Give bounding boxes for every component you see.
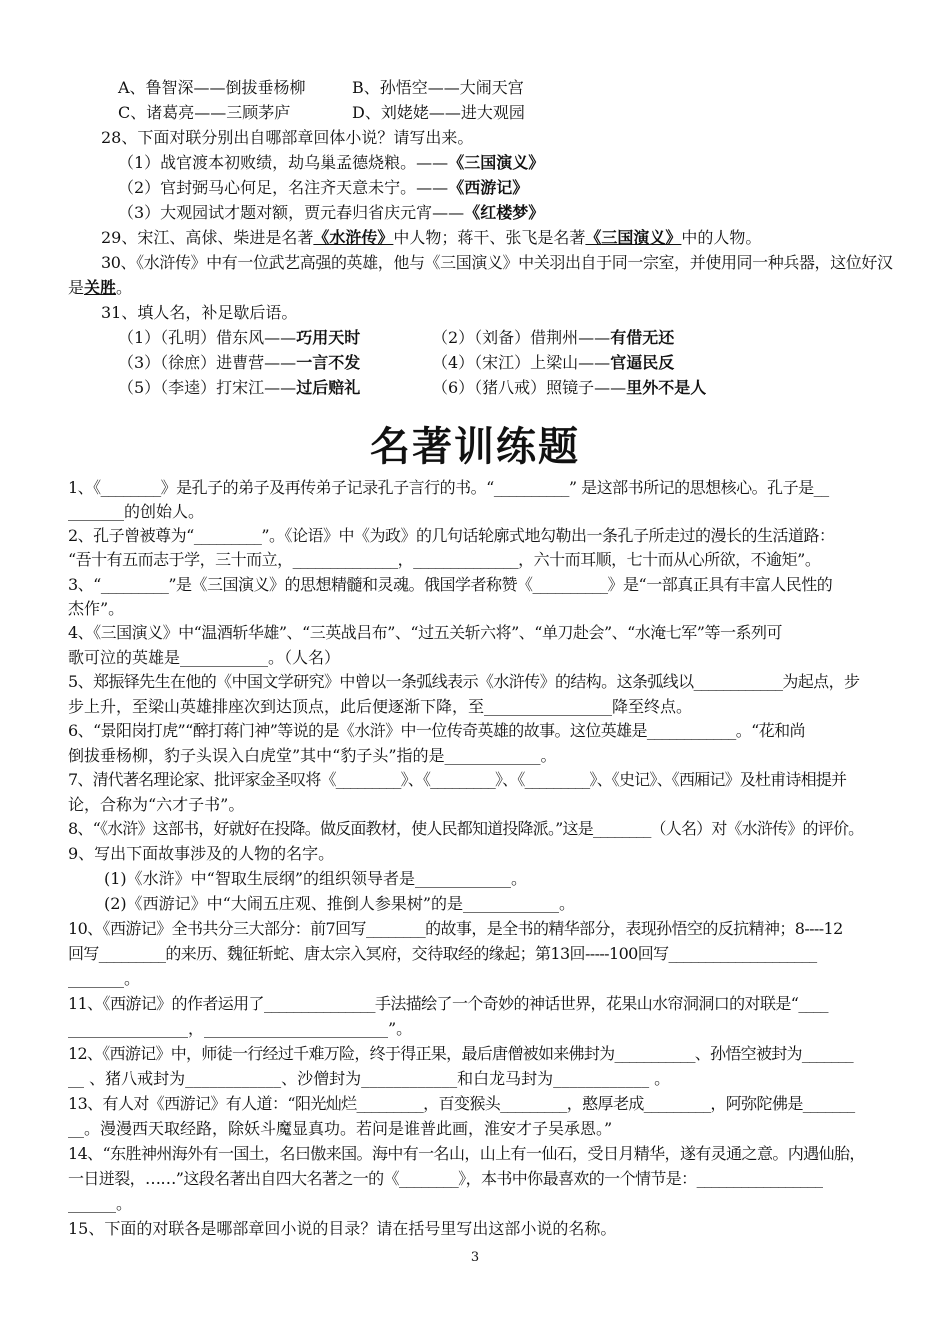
q28-item-2 [118, 176, 528, 200]
section-title: 名著训练题 [370, 424, 580, 470]
q14-line-2: 一日迸裂，……”这段名著出自四大名著之一的《________》，本书中你最喜欢的一个情节是：_________________ [68, 1169, 823, 1188]
q9-item-2: (2)《西游记》中“大闹五庄观、推倒人参果树”的是____________。 [104, 894, 576, 913]
option-a: A、鲁智深——倒拔垂杨柳 [118, 78, 306, 97]
q6-line-1: 6、“景阳岗打虎”“醉打蒋门神”等说的是《水浒》中一位传奇英雄的故事。这位英雄是____________。“花和尚 [68, 721, 805, 740]
q30-end: 。 [116, 278, 133, 297]
option-d: D、刘姥姥——进大观园 [352, 103, 525, 122]
q29-part-2: 中人物；蒋干、张飞是名著 [393, 228, 586, 247]
q28-stem: 28、下面对联分别出自哪部章回体小说？请写出来。 [101, 128, 474, 147]
q5-line-1: 5、郑振铎先生在他的《中国文学研究》中曾以一条弧线表示《水浒传》的结构。这条弧线以____________为起点，步 [68, 672, 860, 691]
q3-line-1: 3、“_________”是《三国演义》的思想精髓和灵魂。俄国学者称赞《__________》是“一部真正具有丰富人民性的 [68, 575, 833, 594]
q11-line-1: 11、《西游记》的作者运用了_______________手法描绘了一个奇妙的神话世界，花果山水帘洞洞口的对联是“____ [68, 994, 828, 1013]
q29-answer-1: 《水浒传》 [313, 228, 394, 247]
q31-item-2 [432, 326, 674, 350]
q30-line-1: 30、《水浒传》中有一位武艺高强的英雄，他与《三国演义》中关羽出自于同一宗室，并使用同一种兵器，这位好汉 [101, 253, 893, 272]
q28-item-3-answer: 《红楼梦》 [464, 203, 545, 222]
q1-line-1: 1、《________》是孔子的弟子及再传弟子记录孔子言行的书。“__________” 是这部书所记的思想核心。孔子是__ [68, 478, 829, 497]
q28-item-2-text: （2）官封弼马心何足，名注齐天意未宁。—— [118, 178, 449, 197]
q31-item-2-answer: 有借无还 [610, 328, 675, 347]
q6-line-2: 倒拔垂杨柳，豹子头误入白虎堂”其中“豹子头”指的是____________。 [68, 746, 557, 765]
option-b: B、孙悟空——大闹天宫 [352, 78, 524, 97]
q29 [101, 226, 761, 250]
q13-line-1: 13、有人对《西游记》有人道：“阳光灿烂_________，百变猴头_________，憨厚老成_________，阿弥陀佛是_______ [68, 1094, 855, 1113]
q4-line-1: 4、《三国演义》中“温酒斩华雄”、“三英战吕布”、“过五关斩六将”、“单刀赴会”、“水淹七军”等一系列可 [68, 623, 782, 642]
q3-line-2: 杰作”。 [68, 599, 125, 618]
q31-item-1 [118, 326, 360, 350]
q8: 8、“《水浒》这部书，好就好在投降。做反面教材，使人民都知道投降派。”这是________（人名）对《水浒传》的评价。 [68, 819, 864, 838]
q31-item-5 [118, 376, 360, 400]
q15: 15、下面的对联各是哪部章回小说的目录？请在括号里写出这部小说的名称。 [68, 1219, 617, 1238]
q31-item-2-text: （2）（刘备）借荆州—— [432, 328, 611, 347]
option-c: C、诸葛亮——三顾茅庐 [118, 103, 291, 122]
q4-line-2: 歌可泣的英雄是___________。（人名） [68, 648, 341, 667]
q5-line-2: 步上升，至梁山英雄排座次到达顶点，此后便逐渐下降，至________________降至终点。 [68, 697, 693, 716]
q2-line-2: “吾十有五而志于学，三十而立，______________，______________，六十而耳顺，七十而从心所欲，不逾矩”。 [68, 550, 821, 569]
q2-line-1: 2、孔子曾被尊为“_________”。《论语》中《为政》的几句话轮廓式地勾勒出一条孔子所走过的漫长的生活道路： [68, 526, 835, 545]
q31-item-6-answer: 里外不是人 [626, 378, 707, 397]
q31-item-4-text: （4）（宋江）上梁山—— [432, 353, 611, 372]
q14-line-3: ______。 [68, 1194, 133, 1213]
q31-item-6-text: （6）（猪八戒）照镜子—— [432, 378, 627, 397]
q28-item-2-answer: 《西游记》 [448, 178, 529, 197]
q28-item-3 [118, 201, 544, 225]
q31-stem: 31、填人名，补足歇后语。 [101, 303, 298, 322]
q30-answer: 关胜 [84, 278, 117, 297]
q31-item-3-answer: 一言不发 [296, 353, 361, 372]
q30-line-2 [68, 276, 132, 300]
q31-item-5-answer: 过后赔礼 [296, 378, 361, 397]
q29-part-1: 29、宋江、高俅、柴进是名著 [101, 228, 314, 247]
q31-item-6 [432, 376, 706, 400]
q28-item-1 [118, 151, 544, 175]
q30-part: 是 [68, 278, 85, 297]
q7-line-2: 论，合称为“六才子书”。 [68, 795, 245, 814]
q31-item-1-text: （1）（孔明）借东风—— [118, 328, 297, 347]
q29-answer-2: 《三国演义》 [585, 228, 682, 247]
q7-line-1: 7、清代著名理论家、批评家金圣叹将《_________》、《_________》、《_________》、《史记》、《西厢记》及杜甫诗相提并 [68, 770, 847, 789]
q31-item-4 [432, 351, 674, 375]
q31-item-5-text: （5）（李逵）打宋江—— [118, 378, 297, 397]
q13-line-2: __。漫漫西天取经路，除妖斗魔显真功。若问是谁普此画，淮安才子吴承恩。” [68, 1119, 613, 1138]
q11-line-2: _______________，_______________________”。 [68, 1019, 413, 1038]
q31-item-1-answer: 巧用天时 [296, 328, 361, 347]
q1-line-2: _______的创始人。 [68, 502, 205, 521]
page-number: 3 [470, 1250, 480, 1265]
q31-item-3 [118, 351, 360, 375]
q10-line-2: 回写_________的来历、魏征斩蛇、唐太宗入冥府，交待取经的缘起；第13回-----100回写____________________ [68, 944, 817, 963]
q31-item-4-answer: 官逼民反 [610, 353, 675, 372]
q31-item-3-text: （3）（徐庶）进曹营—— [118, 353, 297, 372]
q10-line-3: _______。 [68, 969, 141, 988]
q28-item-3-text: （3）大观园试才题对额，贾元春归省庆元宵—— [118, 203, 465, 222]
q9: 9、写出下面故事涉及的人物的名字。 [68, 844, 335, 863]
q28-item-1-answer: 《三国演义》 [448, 153, 545, 172]
q12-line-2: __ 、猪八戒封为____________、沙僧封为____________和白龙马封为____________ 。 [68, 1069, 671, 1088]
q28-item-1-text: （1）战官渡本初败绩，劫乌巢孟德烧粮。—— [118, 153, 449, 172]
q29-part-3: 中的人物。 [681, 228, 762, 247]
q9-item-1: (1)《水浒》中“智取生辰纲”的组织领导者是____________。 [104, 869, 528, 888]
q12-line-1: 12、《西游记》中，师徒一行经过千难万险，终于得正果，最后唐僧被如来佛封为___________、孙悟空被封为_______ [68, 1044, 853, 1063]
q14-line-1: 14、“东胜神州海外有一国土，名曰傲来国。海中有一名山，山上有一仙石，受日月精华，遂有灵通之意。内遇仙胎， [68, 1144, 865, 1163]
q10-line-1: 10、《西游记》全书共分三大部分：前7回写________的故事，是全书的精华部分，表现孙悟空的反抗精神；8----12 [68, 919, 843, 938]
